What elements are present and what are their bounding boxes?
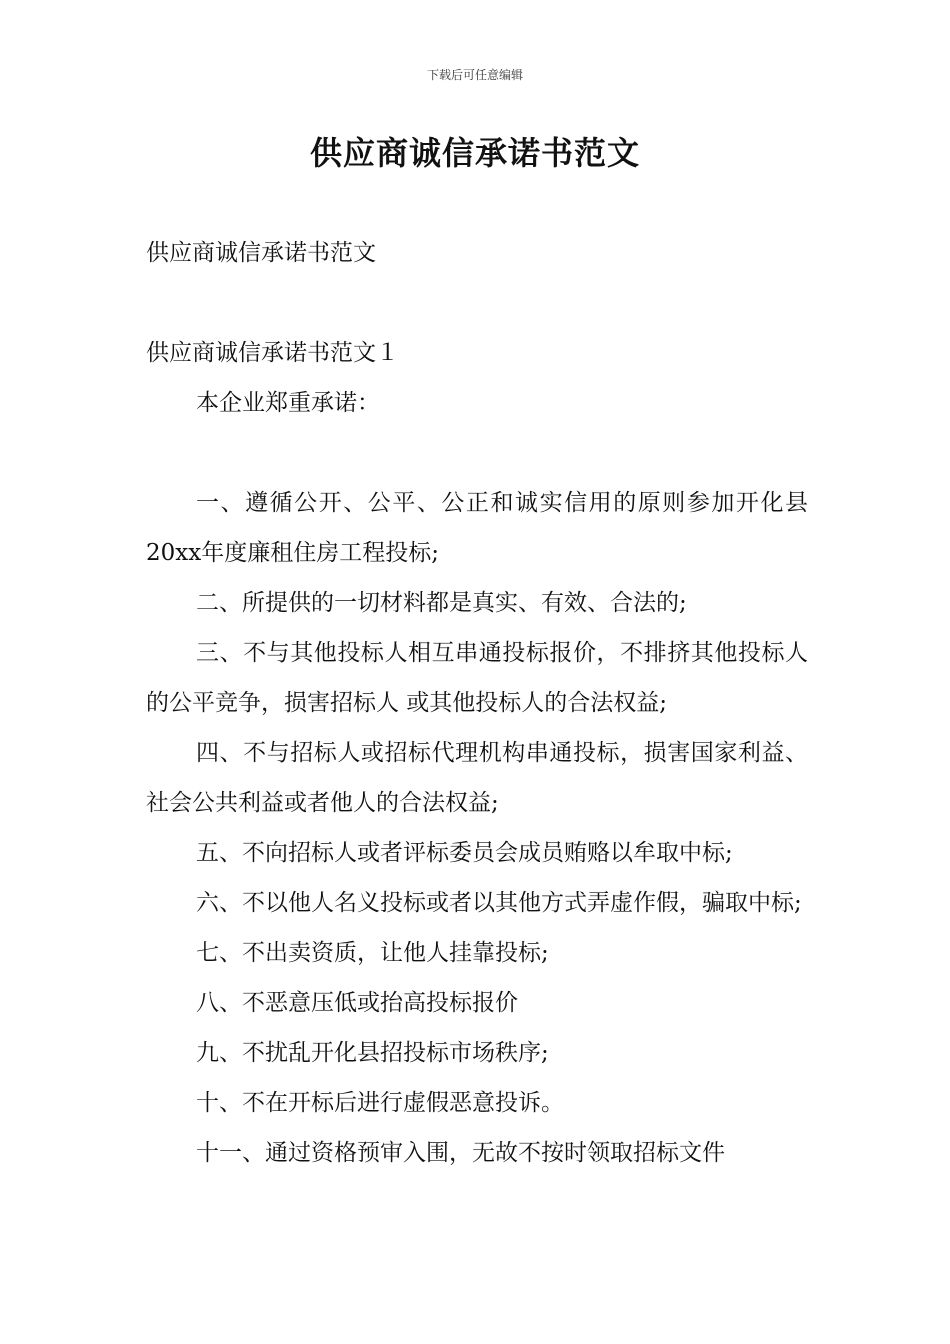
paragraph-intro: 本企业郑重承诺： [196,390,380,416]
paragraph-item-7: 七、不出卖资质，让他人挂靠投标; [196,940,549,966]
header-note: 下载后可任意编辑 [426,68,523,82]
paragraph-item-10: 十、不在开标后进行虚假恶意投诉。 [196,1090,564,1116]
paragraph-item-1: 一、遵循公开、公平、公正和诚实信用的原则参加开化县20xx年度廉租住房工程投标; [146,490,808,566]
paragraph-item-8: 八、不恶意压低或抬高投标报价 [196,990,518,1016]
paragraph-section-heading: 供应商诚信承诺书范文１ [146,340,399,366]
document-title: 供应商诚信承诺书范文 [309,134,640,172]
paragraph-item-2: 二、所提供的一切材料都是真实、有效、合法的; [196,590,687,616]
paragraph-item-11: 十一、通过资格预审入围，无故不按时领取招标文件 [196,1140,725,1166]
paragraph-item-6: 六、不以他人名义投标或者以其他方式弄虚作假，骗取中标; [196,890,802,916]
paragraph-item-9: 九、不扰乱开化县招投标市场秩序; [196,1040,549,1066]
paragraph-subtitle: 供应商诚信承诺书范文 [146,240,376,266]
paragraph-item-4: 四、不与招标人或招标代理机构串通投标，损害国家利益、社会公共利益或者他人的合法权益; [146,740,808,816]
paragraph-item-5: 五、不向招标人或者评标委员会成员贿赂以牟取中标; [196,840,733,866]
paragraph-item-3: 三、不与其他投标人相互串通投标报价，不排挤其他投标人的公平竞争，损害招标人 或其他投标人的合法权益; [146,640,808,716]
document-body [146,228,808,1178]
